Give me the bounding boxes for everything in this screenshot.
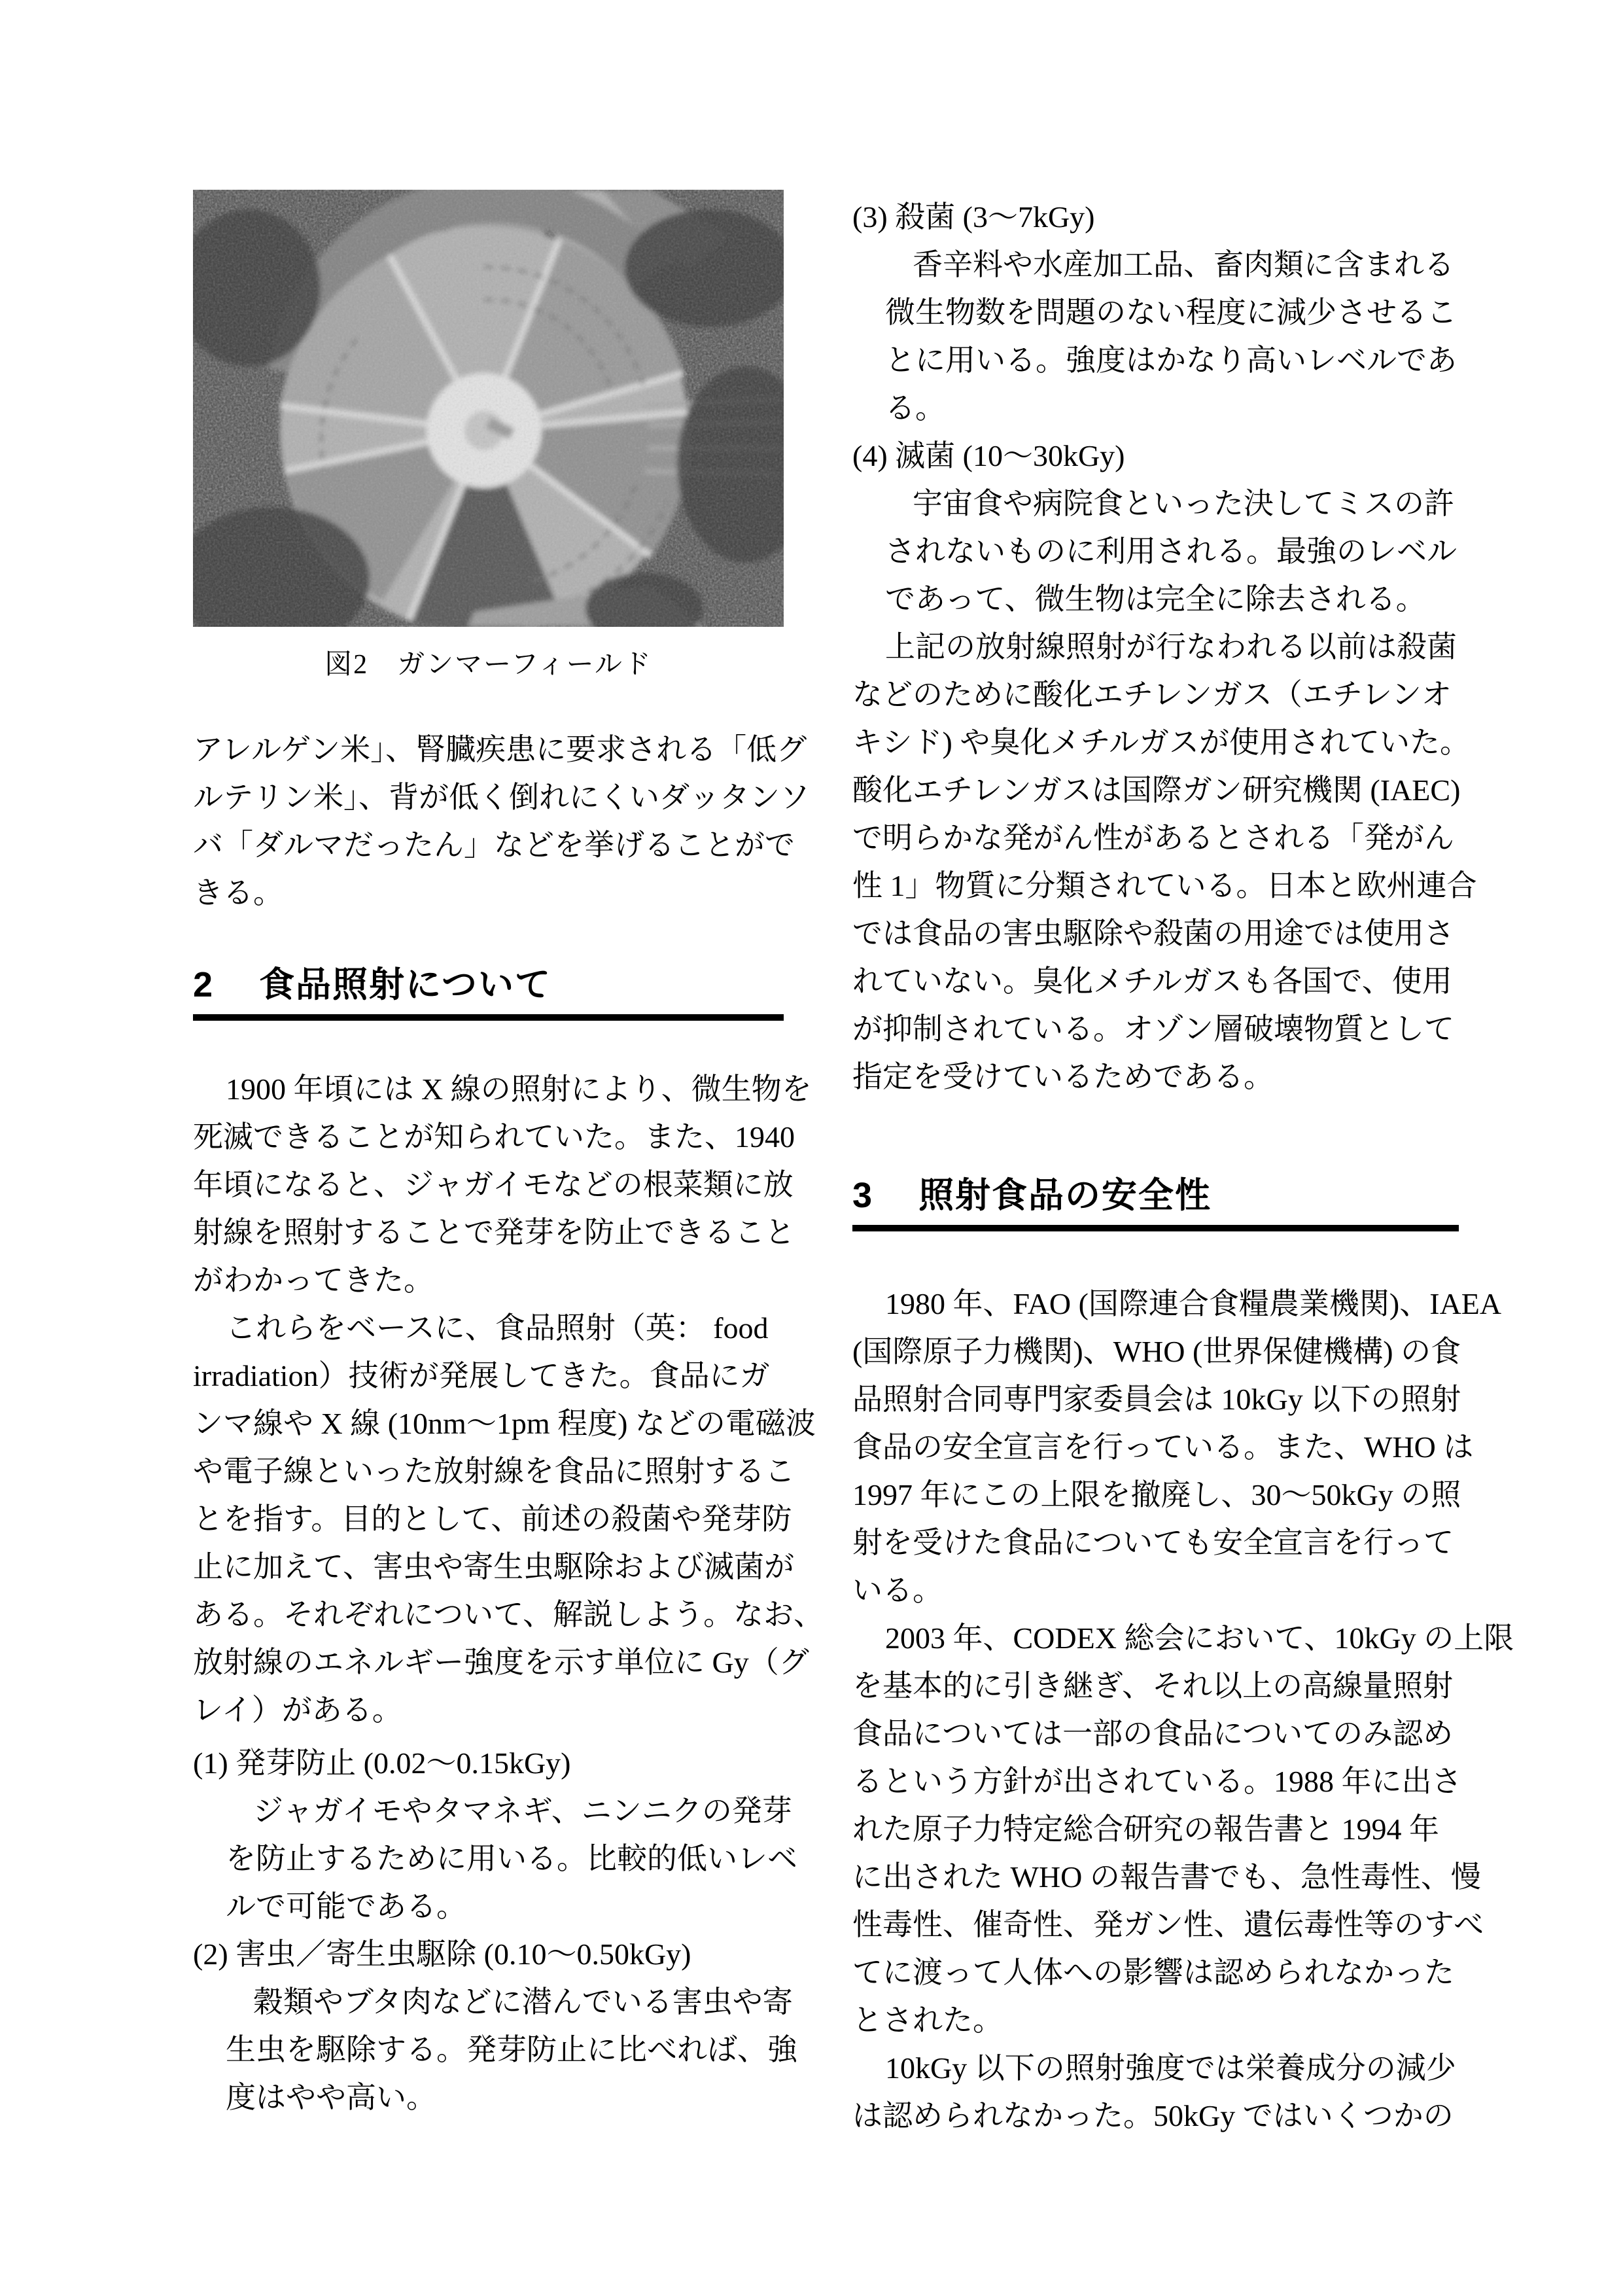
text-line: 年頃になると、ジャガイモなどの根菜類に放: [193, 1168, 794, 1201]
text-line: てに渡って人体への影響は認められなかった: [852, 1956, 1454, 1989]
text-line: れていない。臭化メチルガスも各国で、使用: [852, 964, 1452, 998]
text-line: ルで可能である。: [226, 1890, 466, 1923]
section-title: 照射食品の安全性: [918, 1176, 1212, 1215]
text-line: では食品の害虫駆除や殺菌の用途では使用さ: [852, 917, 1454, 950]
list-item-label: (1) 発芽防止 (0.02～0.15kGy): [193, 1746, 571, 1780]
text-line: るという方針が出されている。1988 年に出さ: [852, 1765, 1462, 1798]
text-line: きる。: [193, 876, 283, 910]
text-line: これらをベースに、食品照射（英： food: [226, 1311, 769, 1345]
paragraph-nutrition: [852, 2044, 1459, 2140]
text-line: 性毒性、催奇性、発ガン性、遺伝毒性等のすべ: [852, 1908, 1484, 1941]
text-line: に出された WHO の報告書でも、急性毒性、慢: [852, 1860, 1481, 1894]
section-title: 食品照射について: [259, 965, 551, 1004]
text-line: がわかってきた。: [193, 1263, 434, 1297]
text-line: や電子線といった放射線を食品に照射するこ: [193, 1455, 795, 1488]
paragraph-codex-2003: [852, 1614, 1514, 2044]
text-line: 放射線のエネルギー強度を示す単位に Gy（グ: [193, 1646, 809, 1679]
list-item-label: (2) 害虫／寄生虫駆除 (0.10～0.50kGy): [193, 1937, 691, 1971]
text-line: 香辛料や水産加工品、畜肉類に含まれる: [913, 248, 1454, 281]
text-line: 射を受けた食品についても安全宣言を行って: [852, 1526, 1454, 1559]
section-number: 2: [193, 965, 215, 1004]
list-item-label: (4) 滅菌 (10～30kGy): [852, 439, 1125, 472]
text-line: バ「ダルマだったん」などを挙げることがで: [193, 828, 795, 862]
aerial-photo-graphic: [193, 190, 784, 627]
text-line: されないものに利用される。最強のレベル: [885, 535, 1457, 568]
text-line: とに用いる。強度はかなり高いレベルであ: [885, 344, 1457, 377]
text-line: ンマ線や X 線 (10nm～1pm 程度) などの電磁波: [193, 1407, 816, 1440]
text-line: 指定を受けているためである。: [852, 1060, 1274, 1093]
text-line: 食品の安全宣言を行っている。また、WHO は: [852, 1430, 1474, 1464]
list-items-3-4: [852, 193, 1459, 623]
text-line: 食品については一部の食品についてのみ認め: [852, 1717, 1454, 1750]
figure-caption: 図2 ガンマーフィールド: [324, 650, 652, 680]
text-line: などのために酸化エチレンガス（エチレンオ: [852, 678, 1452, 711]
text-line: レイ）がある。: [193, 1693, 402, 1727]
text-line: 10kGy 以下の照射強度では栄養成分の減少: [885, 2051, 1456, 2085]
text-line: れた原子力特定総合研究の報告書と 1994 年: [852, 1812, 1439, 1846]
text-line: とされた。: [852, 2004, 1003, 2037]
text-line: は認められなかった。50kGy ではいくつかの: [852, 2099, 1454, 2132]
text-line: 止に加えて、害虫や寄生虫駆除および滅菌が: [193, 1550, 795, 1583]
text-line: 1997 年にこの上限を撤廃し、30～50kGy の照: [852, 1478, 1461, 1511]
text-line: で明らかな発がん性があるとされる「発がん: [852, 821, 1454, 855]
section-number: 3: [852, 1176, 874, 1215]
paragraph-safety-1980: [852, 1280, 1502, 1614]
text-line: 上記の放射線照射が行なわれる以前は殺菌: [885, 630, 1457, 663]
text-line: 微生物数を問題のない程度に減少させるこ: [885, 296, 1457, 329]
text-line: ルテリン米」、背が低く倒れにくいダッタンソ: [193, 781, 810, 814]
left-column: [193, 190, 824, 2121]
text-line: 生虫を駆除する。発芽防止に比べれば、強: [226, 2033, 797, 2066]
text-line: 品照射合同専門家委員会は 10kGy 以下の照射: [852, 1383, 1461, 1416]
section-heading-2: [193, 964, 784, 1021]
text-line: 酸化エチレンガスは国際ガン研究機関 (IAEC): [852, 773, 1461, 807]
text-line: 度はやや高い。: [226, 2081, 436, 2114]
paragraph-history: [193, 1065, 812, 1304]
text-line: 宇宙食や病院食といった決してミスの許: [913, 487, 1454, 520]
text-line: いる。: [852, 1574, 943, 1607]
text-line: とを指す。目的として、前述の殺菌や発芽防: [193, 1502, 792, 1536]
text-line: 死滅できることが知られていた。また、1940: [193, 1120, 795, 1154]
text-line: であって、微生物は完全に除去される。: [885, 582, 1426, 616]
text-line: 2003 年、CODEX 総会において、10kGy の上限: [885, 1621, 1514, 1655]
paragraph-definition: [193, 1304, 824, 1734]
text-line: 穀類やブタ肉などに潜んでいる害虫や寄: [253, 1985, 793, 2019]
text-line: アレルゲン米」、腎臓疾患に要求される「低グ: [193, 733, 807, 766]
text-line: 射線を照射することで発芽を防止できること: [193, 1216, 795, 1249]
text-line: 性 1」物質に分類されている。日本と欧州連合: [852, 869, 1477, 902]
list-item-label: (3) 殺菌 (3～7kGy): [852, 200, 1095, 234]
text-line: を基本的に引き継ぎ、それ以上の高線量照射: [852, 1669, 1454, 1703]
right-column: [852, 193, 1514, 2140]
gamma-field-photo: [193, 190, 784, 627]
text-line: ある。それぞれについて、解説しよう。なお、: [193, 1598, 824, 1631]
text-line: が抑制されている。オゾン層破壊物質として: [852, 1012, 1454, 1046]
text-line: 1980 年、FAO (国際連合食糧農業機関)、IAEA: [885, 1287, 1502, 1320]
text-line: を防止するために用いる。比較的低いレベ: [226, 1842, 797, 1875]
text-line: irradiation）技術が発展してきた。食品にガ: [193, 1359, 770, 1392]
text-line: 1900 年頃には X 線の照射により、微生物を: [226, 1072, 812, 1106]
text-line: ジャガイモやタマネギ、ニンニクの発芽: [253, 1794, 792, 1828]
paragraph-gas-history: [852, 623, 1477, 1101]
paragraph-continued: [193, 726, 810, 917]
text-line: る。: [885, 391, 945, 425]
list-items-1-2: [193, 1739, 797, 2121]
section-heading-3: [852, 1175, 1459, 1231]
text-line: (国際原子力機関)、WHO (世界保健機構) の食: [852, 1335, 1461, 1368]
text-line: キシド) や臭化メチルガスが使用されていた。: [852, 726, 1471, 759]
